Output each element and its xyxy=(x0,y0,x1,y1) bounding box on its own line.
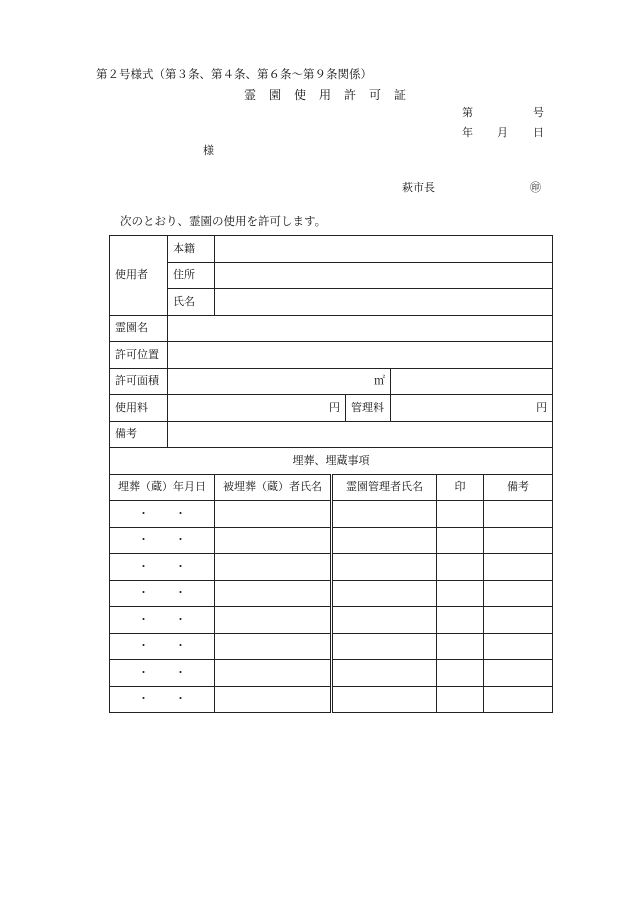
area-label: 許可面積 xyxy=(110,368,168,395)
user-honseki-row xyxy=(110,236,553,263)
date-day-label: 日 xyxy=(533,126,544,139)
area-row xyxy=(110,368,553,395)
date-dot: ・ xyxy=(138,586,149,600)
fee-label: 使用料 xyxy=(110,395,168,422)
burial-deceased-cell[interactable] xyxy=(215,527,332,554)
burial-date-cell[interactable] xyxy=(110,633,215,660)
burial-manager-cell[interactable] xyxy=(332,633,437,660)
burial-manager-cell[interactable] xyxy=(332,527,437,554)
user-label: 使用者 xyxy=(110,236,168,316)
burial-remarks-cell[interactable] xyxy=(484,686,553,713)
burial-row xyxy=(110,633,553,660)
burial-remarks-cell[interactable] xyxy=(484,660,553,687)
date-dot: ・ xyxy=(138,612,149,626)
burial-seal-cell[interactable] xyxy=(437,501,484,528)
burial-seal-cell[interactable] xyxy=(437,580,484,607)
form-number: 第２号様式（第３条、第４条、第６条～第９条関係） xyxy=(96,67,372,81)
burial-remarks-cell[interactable] xyxy=(484,633,553,660)
honseki-field[interactable] xyxy=(215,236,553,263)
remarks-field[interactable] xyxy=(168,421,553,448)
honseki-label: 本籍 xyxy=(168,236,215,263)
burial-seal-cell[interactable] xyxy=(437,554,484,581)
remarks-label: 備考 xyxy=(110,421,168,448)
date-month-label: 月 xyxy=(497,126,508,139)
burial-manager-cell[interactable] xyxy=(332,554,437,581)
user-address-row xyxy=(110,262,553,289)
mgmt-fee-unit: 円 xyxy=(536,400,548,414)
burial-row xyxy=(110,501,553,528)
date-dot: ・ xyxy=(175,559,186,573)
intro-text: 次のとおり、霊園の使用を許可します。 xyxy=(120,214,327,228)
burial-remarks-cell[interactable] xyxy=(484,580,553,607)
date-dot: ・ xyxy=(138,665,149,679)
mgmt-fee-label: 管理料 xyxy=(346,395,391,422)
burial-row xyxy=(110,660,553,687)
burial-seal-cell[interactable] xyxy=(437,660,484,687)
burial-date-cell[interactable] xyxy=(110,580,215,607)
address-label: 住所 xyxy=(168,262,215,289)
burial-row xyxy=(110,527,553,554)
burial-row xyxy=(110,580,553,607)
burial-remarks-header: 備考 xyxy=(484,474,553,501)
date-dot: ・ xyxy=(138,639,149,653)
burial-seal-cell[interactable] xyxy=(437,633,484,660)
date-dot: ・ xyxy=(175,692,186,706)
user-name-row xyxy=(110,289,553,316)
fee-field[interactable] xyxy=(168,395,346,422)
date-dot: ・ xyxy=(175,665,186,679)
number-suffix: 号 xyxy=(533,106,544,119)
burial-deceased-cell[interactable] xyxy=(215,607,332,634)
burial-remarks-cell[interactable] xyxy=(484,607,553,634)
burial-deceased-cell[interactable] xyxy=(215,633,332,660)
burial-section-row xyxy=(110,448,553,475)
date-dot: ・ xyxy=(138,533,149,547)
burial-date-cell[interactable] xyxy=(110,554,215,581)
name-label: 氏名 xyxy=(168,289,215,316)
burial-manager-header: 霊園管理者氏名 xyxy=(332,474,437,501)
date-dot: ・ xyxy=(175,506,186,520)
date-dot: ・ xyxy=(175,586,186,600)
location-row xyxy=(110,342,553,369)
number-prefix: 第 xyxy=(462,106,473,119)
burial-manager-cell[interactable] xyxy=(332,660,437,687)
burial-manager-cell[interactable] xyxy=(332,580,437,607)
burial-seal-cell[interactable] xyxy=(437,686,484,713)
burial-manager-cell[interactable] xyxy=(332,607,437,634)
burial-remarks-cell[interactable] xyxy=(484,501,553,528)
seal-mark: ㊞ xyxy=(530,181,541,194)
addressee-suffix: 様 xyxy=(203,144,214,157)
burial-seal-header: 印 xyxy=(437,474,484,501)
burial-section-title: 埋葬、埋蔵事項 xyxy=(110,448,553,475)
date-dot: ・ xyxy=(175,612,186,626)
cemetery-row xyxy=(110,315,553,342)
burial-row xyxy=(110,607,553,634)
date-year-label: 年 xyxy=(462,126,473,139)
burial-deceased-header: 被埋葬（蔵）者氏名 xyxy=(215,474,332,501)
burial-deceased-cell[interactable] xyxy=(215,501,332,528)
date-dot: ・ xyxy=(138,692,149,706)
fee-unit: 円 xyxy=(329,400,340,414)
burial-date-cell[interactable] xyxy=(110,607,215,634)
burial-date-cell[interactable] xyxy=(110,686,215,713)
cemetery-field[interactable] xyxy=(168,315,553,342)
burial-row xyxy=(110,686,553,713)
burial-date-header: 埋葬（蔵）年月日 xyxy=(110,474,215,501)
burial-deceased-cell[interactable] xyxy=(215,686,332,713)
burial-row xyxy=(110,554,553,581)
address-field[interactable] xyxy=(215,262,553,289)
area-unit: ㎡ xyxy=(374,374,385,388)
date-dot: ・ xyxy=(175,639,186,653)
issuer-name: 萩市長 xyxy=(402,181,435,194)
date-dot: ・ xyxy=(138,506,149,520)
burial-remarks-cell[interactable] xyxy=(484,527,553,554)
burial-manager-cell[interactable] xyxy=(332,501,437,528)
remarks-row xyxy=(110,421,553,448)
location-label: 許可位置 xyxy=(110,342,168,369)
date-dot: ・ xyxy=(175,533,186,547)
burial-header-row xyxy=(110,474,553,501)
name-field[interactable] xyxy=(215,289,553,316)
burial-seal-cell[interactable] xyxy=(437,607,484,634)
document-title: 霊園使用許可証 xyxy=(244,88,420,102)
burial-remarks-cell[interactable] xyxy=(484,554,553,581)
location-field[interactable] xyxy=(168,342,553,369)
burial-deceased-cell[interactable] xyxy=(215,580,332,607)
cemetery-label: 霊園名 xyxy=(110,315,168,342)
area-field[interactable] xyxy=(168,368,391,395)
burial-date-cell[interactable] xyxy=(110,501,215,528)
burial-deceased-cell[interactable] xyxy=(215,660,332,687)
burial-manager-cell[interactable] xyxy=(332,686,437,713)
burial-date-cell[interactable] xyxy=(110,527,215,554)
burial-seal-cell[interactable] xyxy=(437,527,484,554)
permit-form-table xyxy=(109,235,553,713)
mgmt-fee-field[interactable] xyxy=(391,395,553,422)
date-dot: ・ xyxy=(138,559,149,573)
fee-row xyxy=(110,395,553,422)
area-field-rest[interactable] xyxy=(391,368,553,395)
burial-deceased-cell[interactable] xyxy=(215,554,332,581)
burial-date-cell[interactable] xyxy=(110,660,215,687)
